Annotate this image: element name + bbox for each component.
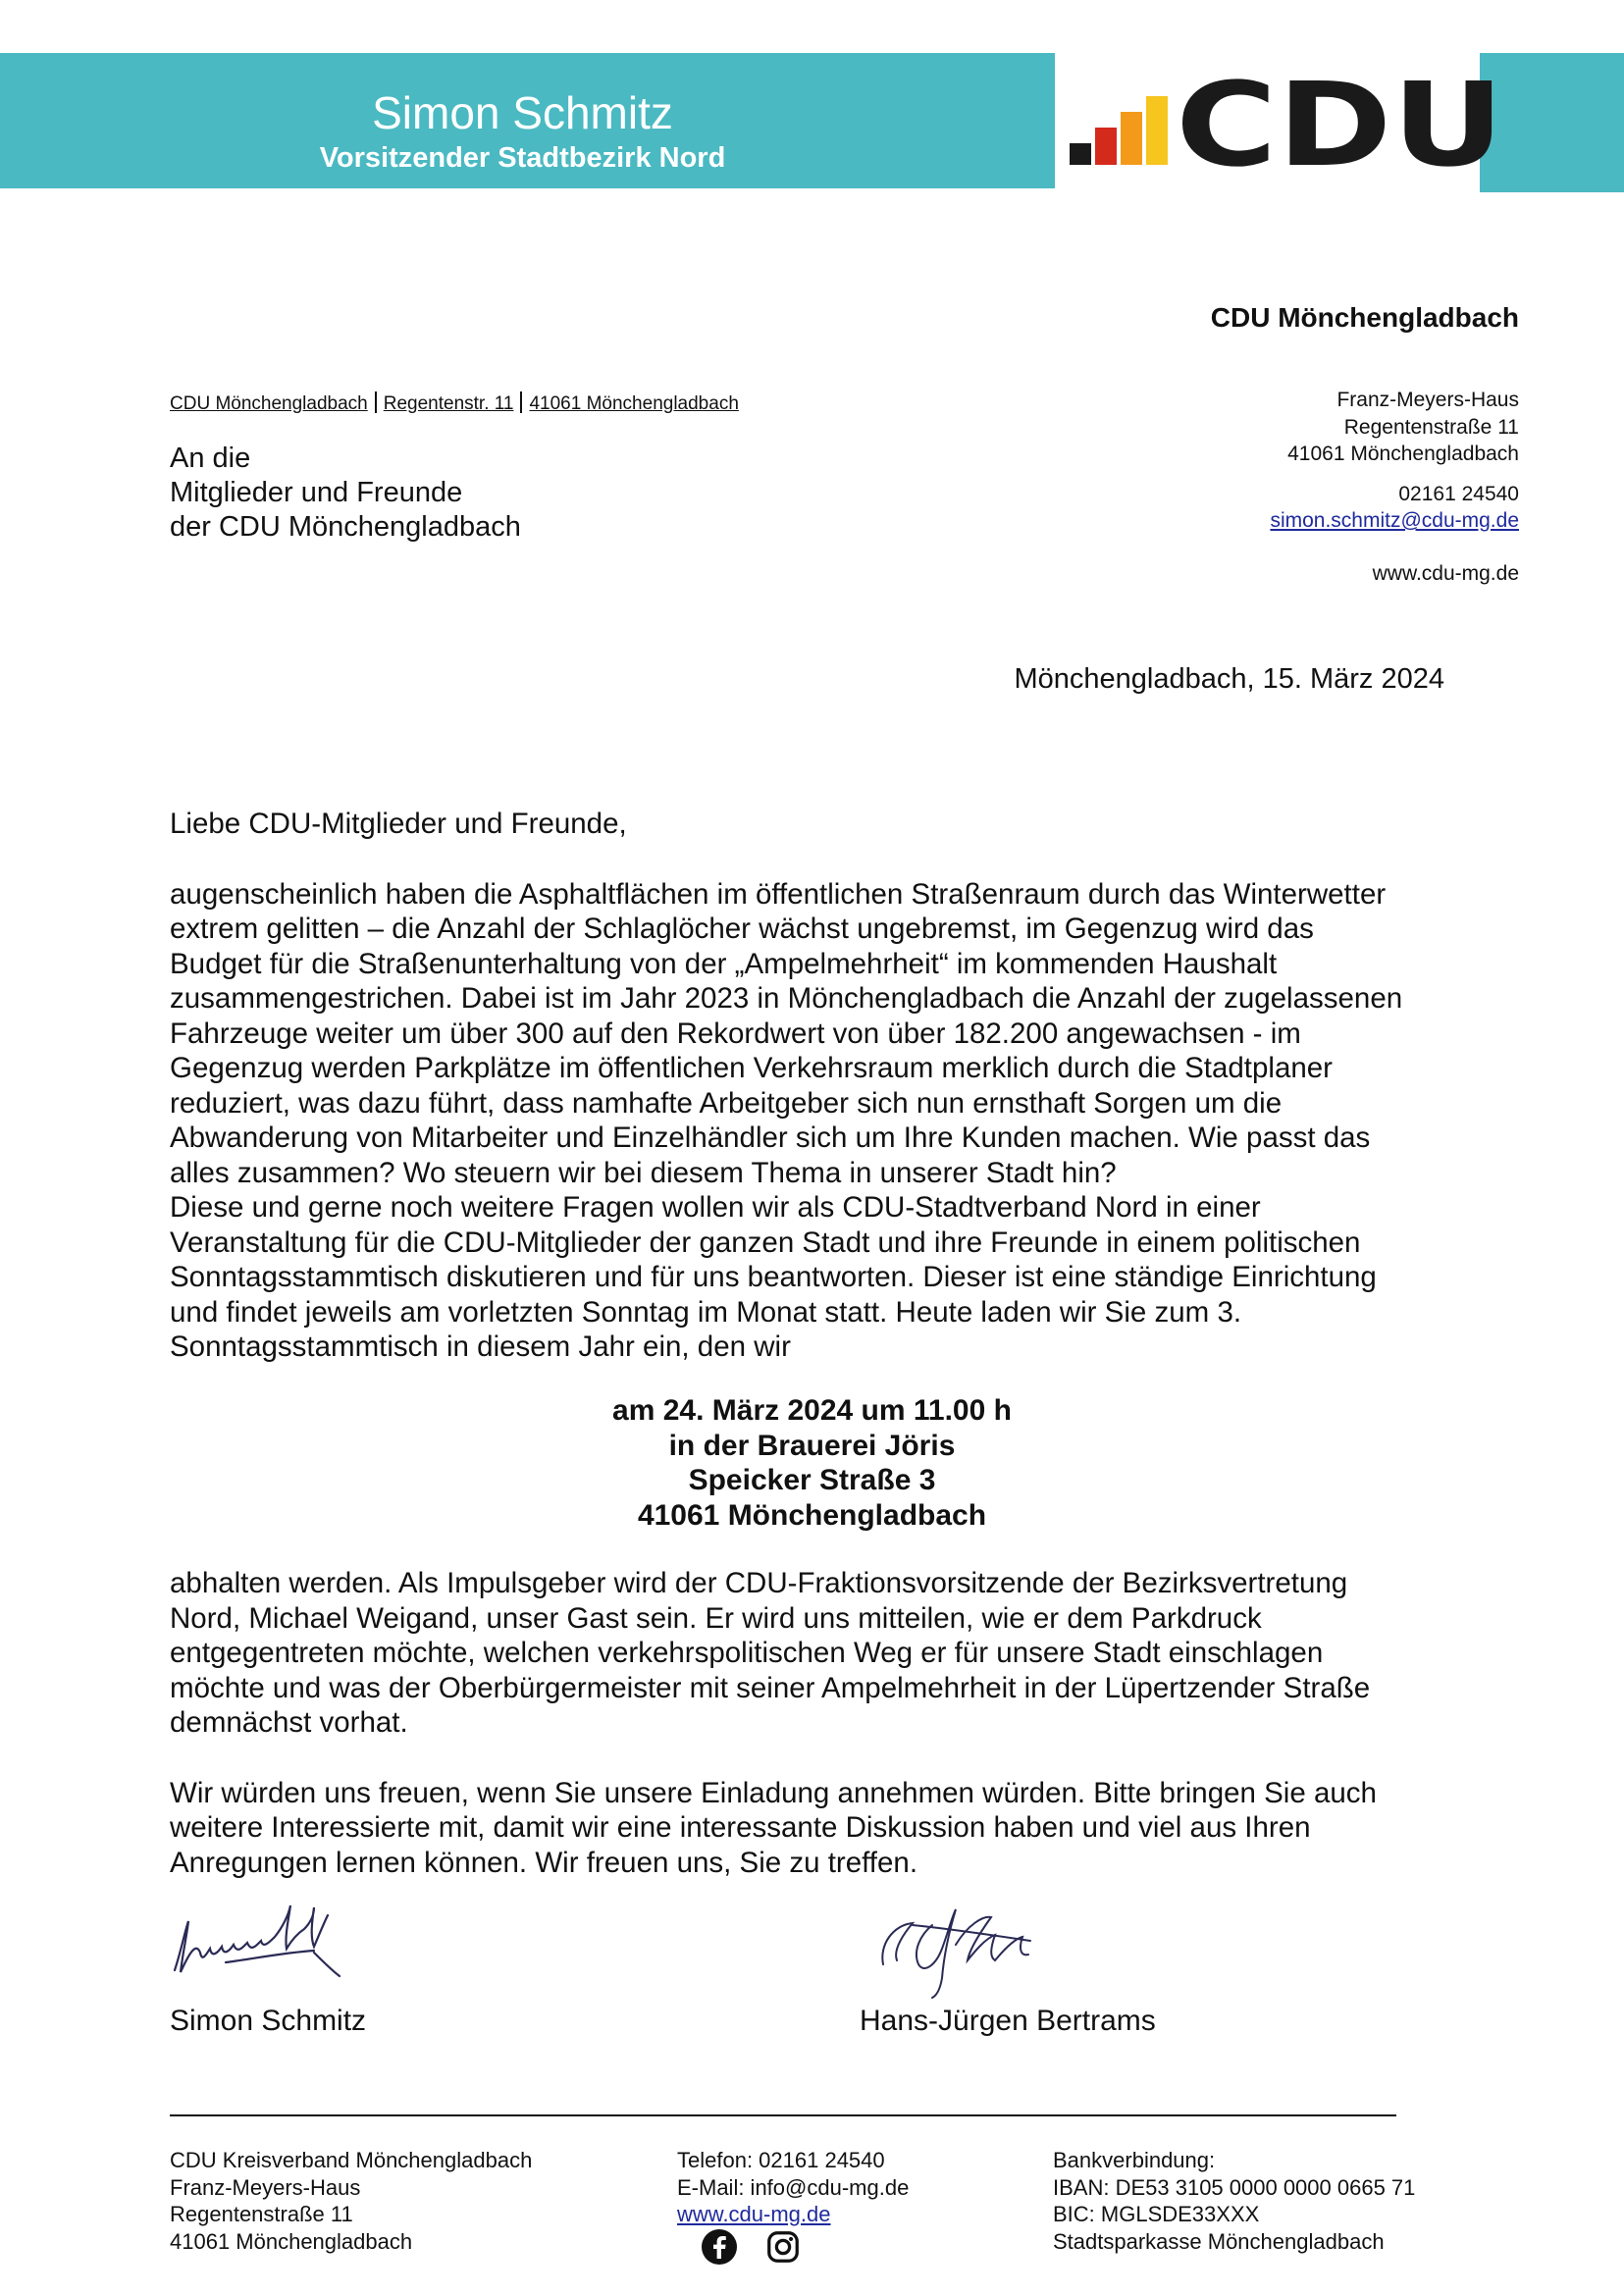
footer-bank bbox=[1053, 2147, 1415, 2255]
contact-email-link[interactable]: simon.schmitz@cdu-mg.de bbox=[1270, 509, 1519, 532]
body-line: reduziert, was dazu führt, dass namhafte Arbeitgeber sich nun ernsthaft Sorgen um die bbox=[170, 1086, 1283, 1120]
contact-phone: 02161 24540 bbox=[1398, 482, 1519, 505]
letter-date: Mönchengladbach, 15. März 2024 bbox=[1014, 663, 1444, 695]
sender-street: Regentenstr. 11 bbox=[383, 393, 514, 414]
sender-return-line bbox=[170, 391, 739, 416]
header-role: Vorsitzender Stadtbezirk Nord bbox=[319, 142, 726, 174]
body-line: Gegenzug werden Parkplätze im öffentlichen Verkehrsraum merklich durch die Stadtplaner bbox=[170, 1052, 1333, 1084]
facebook-icon[interactable] bbox=[700, 2227, 739, 2267]
body-line: Sonntagsstammtisch diskutieren und für uns beantworten. Dieser ist eine ständige Einrichtung bbox=[170, 1261, 1377, 1293]
letter-body-continued bbox=[170, 1566, 1377, 1880]
footer-line: BIC: MGLSDE33XXX bbox=[1053, 2202, 1260, 2226]
body-line: demnächst vorhat. bbox=[170, 1706, 408, 1739]
instagram-icon[interactable] bbox=[764, 2228, 802, 2266]
body-line: extrem gelitten – die Anzahl der Schlaglöcher wächst ungebremst, im Gegenzug wird das bbox=[170, 913, 1314, 945]
signer-right-name: Hans-Jürgen Bertrams bbox=[860, 2005, 1156, 2037]
body-line: Abwanderung von Mitarbeiter und Einzelhändler sich um Ihre Kunden machen. Wie passt das bbox=[170, 1121, 1371, 1154]
event-datetime: am 24. März 2024 um 11.00 h bbox=[612, 1394, 1012, 1427]
footer-line: Stadtsparkasse Mönchengladbach bbox=[1053, 2228, 1385, 2254]
event-details bbox=[0, 1393, 1624, 1533]
body-line: Sonntagsstammtisch in diesem Jahr ein, den wir bbox=[170, 1330, 791, 1363]
signature-simon-schmitz bbox=[167, 1894, 393, 1987]
recipient-line: der CDU Mönchengladbach bbox=[170, 511, 521, 543]
footer-phone: Telefon: 02161 24540 bbox=[677, 2148, 885, 2172]
body-line: alles zusammen? Wo steuern wir bei diesem Thema in unserer Stadt hin? bbox=[170, 1156, 1117, 1189]
separator bbox=[375, 391, 377, 413]
footer-divider bbox=[170, 2114, 1396, 2116]
recipient-address bbox=[170, 442, 521, 545]
logo-bar-orange bbox=[1121, 112, 1142, 165]
cdu-logo bbox=[1070, 67, 1506, 175]
footer-line: 41061 Mönchengladbach bbox=[170, 2228, 413, 2254]
body-line: Nord, Michael Weigand, unser Gast sein. Er wird uns mitteilen, wie er dem Parkdruck bbox=[170, 1601, 1262, 1635]
body-line: abhalten werden. Als Impulsgeber wird der CDU-Fraktionsvorsitzende der Bezirksvertretung bbox=[170, 1567, 1348, 1599]
sender-city: 41061 Mönchengladbach bbox=[529, 393, 739, 414]
logo-text: CDU bbox=[1176, 67, 1504, 175]
body-line: entgegentreten möchte, welchen verkehrspolitischen Weg er für unsere Stadt einschlagen bbox=[170, 1637, 1324, 1669]
signer-left-name: Simon Schmitz bbox=[170, 2005, 367, 2037]
body-line: zusammengestrichen. Dabei ist im Jahr 2023 in Mönchengladbach die Anzahl der zugelassenen bbox=[170, 982, 1403, 1015]
logo-bar-red bbox=[1095, 128, 1117, 165]
body-line: Wir würden uns freuen, wenn Sie unsere Einladung annehmen würden. Bitte bringen Sie auch bbox=[170, 1776, 1377, 1809]
event-city: 41061 Mönchengladbach bbox=[637, 1498, 987, 1532]
signature-hans-juergen-bertrams bbox=[873, 1896, 1109, 2004]
body-line: Budget für die Straßenunterhaltung von der „Ampelmehrheit“ im kommenden Haushalt bbox=[170, 947, 1278, 980]
footer-line: Regentenstraße 11 bbox=[170, 2202, 353, 2226]
letter-body bbox=[170, 807, 1475, 1365]
footer-line: IBAN: DE53 3105 0000 0000 0665 71 bbox=[1053, 2174, 1416, 2200]
footer-line: Bankverbindung: bbox=[1053, 2148, 1216, 2172]
contact-web: www.cdu-mg.de bbox=[1372, 561, 1519, 585]
body-line: Fahrzeuge weiter um über 300 auf den Rekordwert von über 182.200 angewachsen - im bbox=[170, 1017, 1301, 1050]
social-icons bbox=[700, 2227, 802, 2267]
contact-block bbox=[1270, 387, 1519, 587]
body-line: und findet jeweils am vorletzten Sonntag im Monat statt. Heute laden wir Sie zum 3. bbox=[170, 1295, 1242, 1329]
contact-house: Franz-Meyers-Haus bbox=[1336, 389, 1519, 411]
body-line: Anregungen lernen können. Wir freuen uns, Sie zu treffen. bbox=[170, 1846, 918, 1879]
logo-bar-black bbox=[1070, 143, 1091, 165]
contact-city: 41061 Mönchengladbach bbox=[1287, 443, 1519, 465]
contact-street: Regentenstraße 11 bbox=[1343, 415, 1519, 439]
body-line: Veranstaltung für die CDU-Mitglieder der ganzen Stadt und ihre Freunde in einem politischen bbox=[170, 1226, 1361, 1259]
salutation: Liebe CDU-Mitglieder und Freunde, bbox=[170, 808, 627, 840]
recipient-line: An die bbox=[170, 443, 251, 474]
body-line: Diese und gerne noch weitere Fragen wollen wir als CDU-Stadtverband Nord in einer bbox=[170, 1191, 1261, 1224]
logo-bar-yellow bbox=[1146, 96, 1168, 165]
sender-org: CDU Mönchengladbach bbox=[170, 393, 368, 414]
footer-line: CDU Kreisverband Mönchengladbach bbox=[170, 2148, 533, 2172]
event-street: Speicker Straße 3 bbox=[688, 1464, 936, 1496]
footer-contact bbox=[677, 2147, 909, 2228]
body-line: möchte und was der Oberbürgermeister mit seiner Ampelmehrheit in der Lüpertzender Straße bbox=[170, 1671, 1371, 1704]
body-line: weitere Interessierte mit, damit wir eine interessante Diskussion haben und viel aus Ihren bbox=[170, 1811, 1311, 1844]
footer-line: Franz-Meyers-Haus bbox=[170, 2174, 361, 2200]
recipient-line: Mitglieder und Freunde bbox=[170, 477, 463, 508]
event-venue: in der Brauerei Jöris bbox=[668, 1429, 956, 1462]
separator bbox=[520, 391, 522, 413]
footer-email: E-Mail: info@cdu-mg.de bbox=[677, 2174, 910, 2200]
body-line: augenscheinlich haben die Asphaltflächen im öffentlichen Straßenraum durch das Winterwetter bbox=[170, 877, 1387, 911]
footer-address bbox=[170, 2147, 532, 2255]
org-name: CDU Mönchengladbach bbox=[1210, 302, 1519, 333]
footer-web-link[interactable]: www.cdu-mg.de bbox=[677, 2202, 831, 2226]
header-name: Simon Schmitz bbox=[372, 87, 673, 138]
